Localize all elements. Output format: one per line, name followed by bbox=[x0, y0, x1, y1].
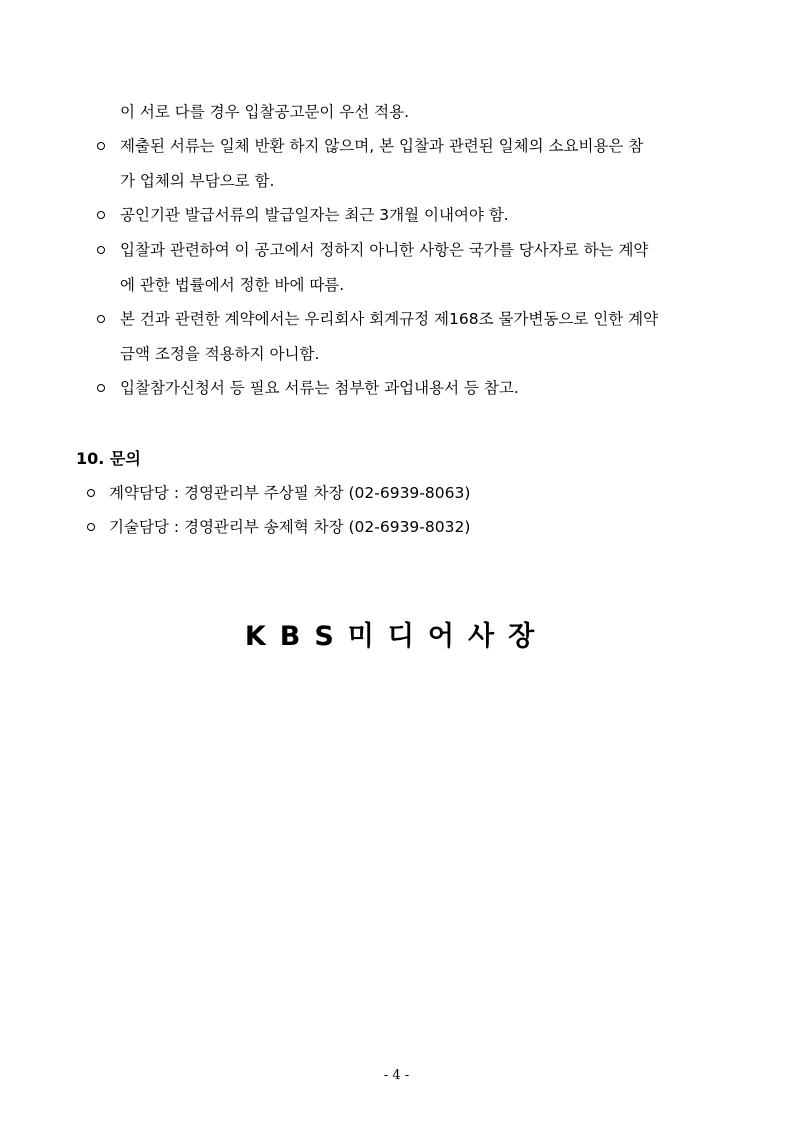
notice-item-5-line-2: 금액 조정을 적용하지 아니함. bbox=[120, 345, 320, 363]
bullet-icon bbox=[97, 315, 105, 323]
notice-item-2-line-1: 제출된 서류는 일체 반환 하지 않으며, 본 입찰과 관련된 일체의 소요비용은 참 bbox=[120, 137, 644, 155]
bullet-icon bbox=[87, 523, 95, 531]
issuer-signature: KBS미디어사장 bbox=[244, 621, 549, 652]
notice-item-2-line-2: 가 업체의 부담으로 함. bbox=[120, 172, 275, 190]
inquiry-heading: 10. 문의 bbox=[76, 449, 141, 468]
notice-item-4-line-2: 에 관한 법률에서 정한 바에 따름. bbox=[120, 276, 345, 294]
bullet-icon bbox=[97, 211, 105, 219]
bullet-icon bbox=[97, 384, 105, 392]
notice-item-3-line-1: 공인기관 발급서류의 발급일자는 최근 3개월 이내여야 함. bbox=[120, 206, 509, 224]
notice-item-6-line-1: 입찰참가신청서 등 필요 서류는 첨부한 과업내용서 등 참고. bbox=[120, 379, 519, 397]
notice-item-4-line-1: 입찰과 관련하여 이 공고에서 정하지 아니한 사항은 국가를 당사자로 하는 계약 bbox=[120, 241, 649, 259]
page-number: - 4 - bbox=[383, 1068, 410, 1083]
technical-contact: 기술담당 : 경영관리부 송제혁 차장 (02-6939-8032) bbox=[109, 518, 471, 536]
notice-item-1-continuation: 이 서로 다를 경우 입찰공고문이 우선 적용. bbox=[120, 103, 410, 121]
contract-contact: 계약담당 : 경영관리부 주상필 차장 (02-6939-8063) bbox=[109, 484, 471, 502]
bullet-icon bbox=[87, 489, 95, 497]
bullet-icon bbox=[97, 246, 105, 254]
bullet-icon bbox=[97, 142, 105, 150]
notice-item-5-line-1: 본 건과 관련한 계약에서는 우리회사 회계규정 제168조 물가변동으로 인한 계약 bbox=[120, 310, 659, 328]
